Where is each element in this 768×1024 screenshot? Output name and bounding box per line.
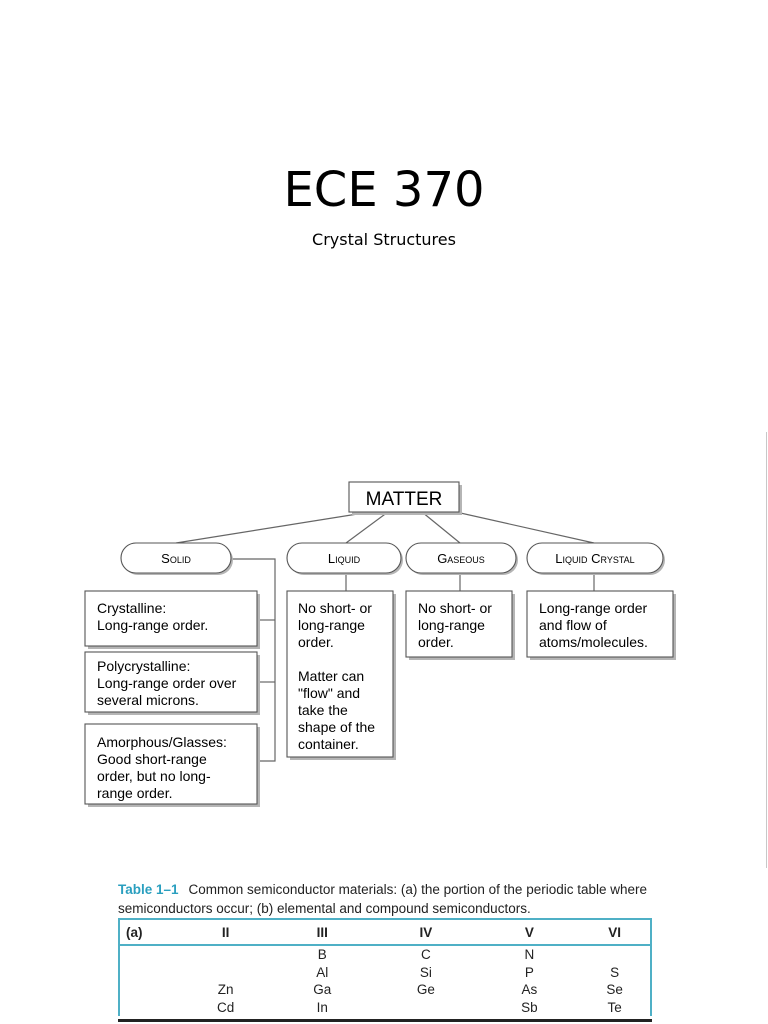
liquid-desc-line-7: take the — [298, 702, 348, 718]
table-cell: Ge — [416, 982, 435, 997]
table-row — [119, 945, 651, 964]
liquid-desc-line-6: "flow" and — [298, 685, 361, 701]
liquid-crystal-desc-box — [527, 591, 676, 660]
table-row — [119, 999, 651, 1017]
slide-title: ECE 370 — [283, 162, 485, 218]
table-cell — [579, 945, 651, 964]
liquid-desc-box — [287, 591, 396, 760]
amorphous-line-1: Amorphous/Glasses: — [97, 734, 227, 750]
table-header-cell: IV — [372, 919, 480, 945]
crystalline-line-1: Crystalline: — [97, 600, 167, 616]
table-bottom-rule — [118, 1019, 652, 1022]
table-cell: P — [524, 964, 534, 980]
table-cell — [372, 999, 480, 1017]
liquid-desc-line-1: No short- or — [298, 600, 372, 616]
semiconductor-table — [118, 918, 652, 1016]
table-caption — [118, 880, 658, 918]
crystalline-line-2: Long-range order. — [97, 617, 209, 633]
liquid-desc-line-2: long-range — [298, 617, 365, 633]
liquid-desc-line-3: order. — [298, 634, 334, 650]
liquid-desc-line-8: shape of the — [298, 719, 376, 735]
table-cell — [119, 945, 179, 964]
state-liquid-crystal-label: Liquid Crystal — [555, 551, 635, 566]
polycrystalline-line-3: several microns. — [97, 692, 199, 708]
table-cell: Sb — [521, 999, 538, 1015]
table-label: Table 1–1 — [118, 882, 179, 897]
table-header-cell: VI — [579, 919, 651, 945]
polycrystalline-line-1: Polycrystalline: — [97, 658, 191, 674]
state-solid-node — [121, 543, 233, 575]
gaseous-desc-line-2: long-range — [418, 617, 485, 633]
state-gaseous-node — [406, 543, 518, 575]
table-cell — [119, 999, 179, 1017]
table-cell: Ga — [313, 982, 332, 997]
gaseous-desc-box — [406, 591, 515, 660]
gaseous-desc-line-1: No short- or — [418, 600, 492, 616]
table-header-cell: V — [480, 919, 580, 945]
table-cell: Si — [419, 964, 432, 980]
state-gaseous-label: Gaseous — [437, 551, 485, 566]
table-cell: Cd — [216, 999, 235, 1015]
state-liquid-crystal-node — [527, 543, 665, 575]
liquid-crystal-desc-line-3: atoms/molecules. — [539, 634, 648, 650]
table-header-cell: III — [272, 919, 372, 945]
table-cell: Al — [316, 964, 329, 980]
table-cell — [179, 964, 273, 982]
semiconductor-table-container — [118, 918, 652, 1024]
table-cell: Se — [606, 982, 623, 997]
table-cell — [119, 981, 179, 999]
table-cell — [119, 964, 179, 982]
amorphous-line-4: range order. — [97, 785, 173, 801]
table-header-row — [119, 919, 651, 945]
amorphous-box — [85, 724, 260, 807]
amorphous-line-3: order, but no long- — [97, 768, 211, 784]
state-liquid-label: Liquid — [327, 551, 361, 566]
liquid-crystal-desc-line-2: and flow of — [539, 617, 607, 633]
table-cell: In — [316, 999, 328, 1015]
polycrystalline-line-2: Long-range order over — [97, 675, 237, 691]
table-cell: N — [524, 947, 535, 962]
table-row — [119, 964, 651, 982]
slide-subtitle: Crystal Structures — [312, 230, 456, 249]
table-header-cell: II — [179, 919, 273, 945]
liquid-crystal-desc-line-1: Long-range order — [539, 600, 648, 616]
matter-label: MATTER — [365, 489, 443, 510]
gaseous-desc-line-3: order. — [418, 634, 454, 650]
table-cell: C — [420, 947, 431, 962]
table-cell: S — [610, 964, 620, 980]
table-cell: B — [317, 947, 327, 962]
svg-text:No short- or long-range — [298, 600, 379, 752]
table-cell: As — [521, 982, 538, 997]
state-liquid-node — [287, 543, 403, 575]
table-cell — [179, 945, 273, 964]
table-cell: Zn — [217, 982, 234, 997]
table-cell: Te — [607, 999, 622, 1015]
polycrystalline-box — [85, 652, 260, 715]
crystalline-box — [85, 591, 260, 649]
table-header-cell: (a) — [119, 919, 179, 945]
matter-node — [349, 482, 462, 515]
amorphous-line-2: Good short-range — [97, 751, 207, 767]
state-solid-label: Solid — [161, 551, 191, 566]
liquid-desc-line-9: container. — [298, 736, 359, 752]
table-caption-text: Common semiconductor materials: (a) the portion of the periodic table where semiconductors occur; (b) elemental and compound semiconductors. — [118, 882, 648, 916]
liquid-desc-line-5: Matter can — [298, 668, 365, 684]
table-row — [119, 981, 651, 999]
